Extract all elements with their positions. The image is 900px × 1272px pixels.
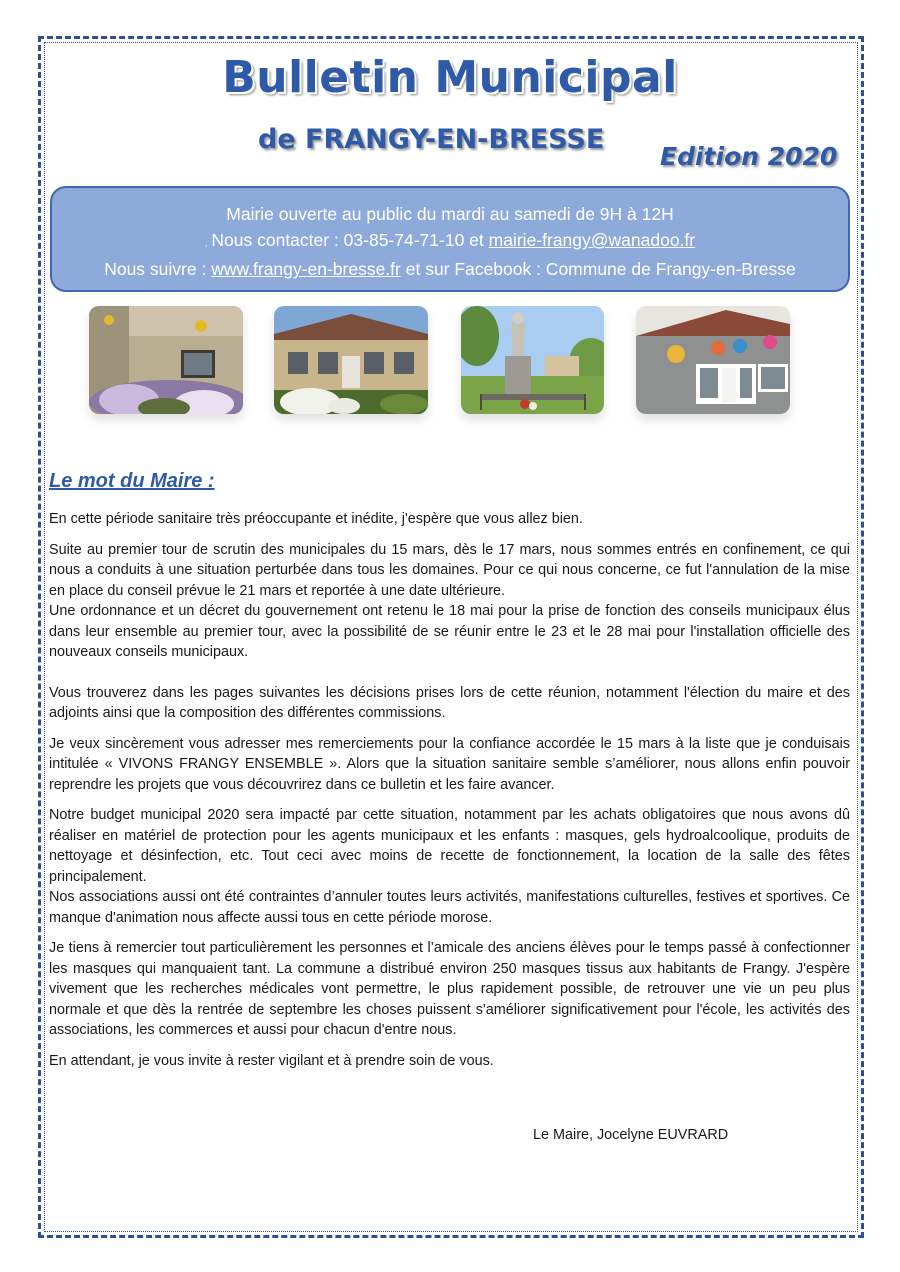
follow-line	[52, 256, 848, 282]
contact-line	[52, 227, 848, 256]
paragraph: Une ordonnance et un décret du gouvernement ont retenu le 18 mai pour la prise de fonction des conseils municipaux élus dans leur ensemble au premier tour, avec la possibilité de se réunir entre le 23 et le 28 mai pour l'installation officielle des nouveaux conseils municipaux.	[49, 603, 850, 660]
photo-stone-building	[89, 306, 243, 414]
bulletin-subtitle: de FRANGY-EN-BRESSE	[258, 124, 605, 155]
contact-prefix: Nous contacter : 03-85-74-71-10 et	[211, 230, 484, 250]
photo-war-memorial	[461, 306, 604, 414]
paragraph: Suite au premier tour de scrutin des municipales du 15 mars, dès le 17 mars, nous sommes entrés en confinement, ce qui nous a conduits à une situation perturbée dans tous les domaines. Pour ce qui nous concerne, ce fut l'annulation de la mise en place du conseil prévue le 21 mars et reportée à une date ultérieure.	[49, 541, 850, 599]
photo-town-hall	[274, 306, 428, 414]
email-link[interactable]: mairie-frangy@wanadoo.fr	[488, 230, 696, 250]
paragraph: Nos associations aussi ont été contraintes d’annuler toutes leurs activités, manifestations culturelles, festives et sportives. Ce manque d'animation nous affecte aussi tous en cette période morose.	[49, 889, 850, 926]
follow-prefix: Nous suivre :	[104, 259, 207, 279]
photo-school	[636, 306, 790, 414]
mayor-letter	[49, 509, 850, 1081]
paragraph: Vous trouverez dans les pages suivantes les décisions prises lors de cette réunion, notamment l'élection du maire et des adjoints ainsi que la composition des différentes commissions.	[49, 684, 850, 721]
website-link[interactable]: www.frangy-en-bresse.fr	[211, 259, 401, 279]
mayor-signature: Le Maire, Jocelyne EUVRARD	[533, 1127, 729, 1143]
paragraph: Je veux sincèrement vous adresser mes remerciements pour la confiance accordée le 15 mars à la liste que je conduisais intitulée « VIVONS FRANGY ENSEMBLE ». Alors que la situation sanitaire semble s’améliorer, nous allons enfin pouvoir reprendre les projets que vous découvrirez dans ce bulletin et les faire avancer.	[49, 735, 850, 793]
paragraph: Je tiens à remercier tout particulièrement les personnes et l’amicale des anciens élèves pour le temps passé à confectionner les masques qui manquaient tant. La commune a distribué environ 250 masques tissus aux habitants de Frangy. J'espère vivement que les recherches médicales vont permettre, le plus rapidement possible, de retrouver une vie un peu plus normale et que dès la rentrée de septembre les choses puissent s'améliorer significativement pour l'école, les activités des associations, les commerces et aussi pour chacun d'entre nous.	[49, 940, 850, 1038]
stray-comma: ,	[204, 238, 208, 248]
paragraph: En cette période sanitaire très préoccupante et inédite, j'espère que vous allez bien.	[49, 511, 583, 527]
bulletin-title: Bulletin Municipal	[222, 52, 678, 103]
paragraph: En attendant, je vous invite à rester vigilant et à prendre soin de vous.	[49, 1052, 494, 1069]
section-title-mayor-word: Le mot du Maire :	[49, 470, 215, 492]
paragraph: Notre budget municipal 2020 sera impacté par cette situation, notamment par les achats obligatoires que nous avons dû réaliser en matériel de protection pour les agents municipaux et les enfants : masques, gels hydroalcoolique, produits de nettoyage et désinfection, etc. Tout ceci avec moins de recette de fonctionnement, la location de la salle des fêtes principalement.	[49, 807, 850, 885]
contact-info-box	[50, 186, 850, 292]
opening-hours: Mairie ouverte au public du mardi au samedi de 9H à 12H	[226, 204, 674, 224]
edition-label: Edition 2020	[660, 142, 838, 171]
follow-suffix: et sur Facebook : Commune de Frangy-en-Bresse	[405, 259, 796, 279]
